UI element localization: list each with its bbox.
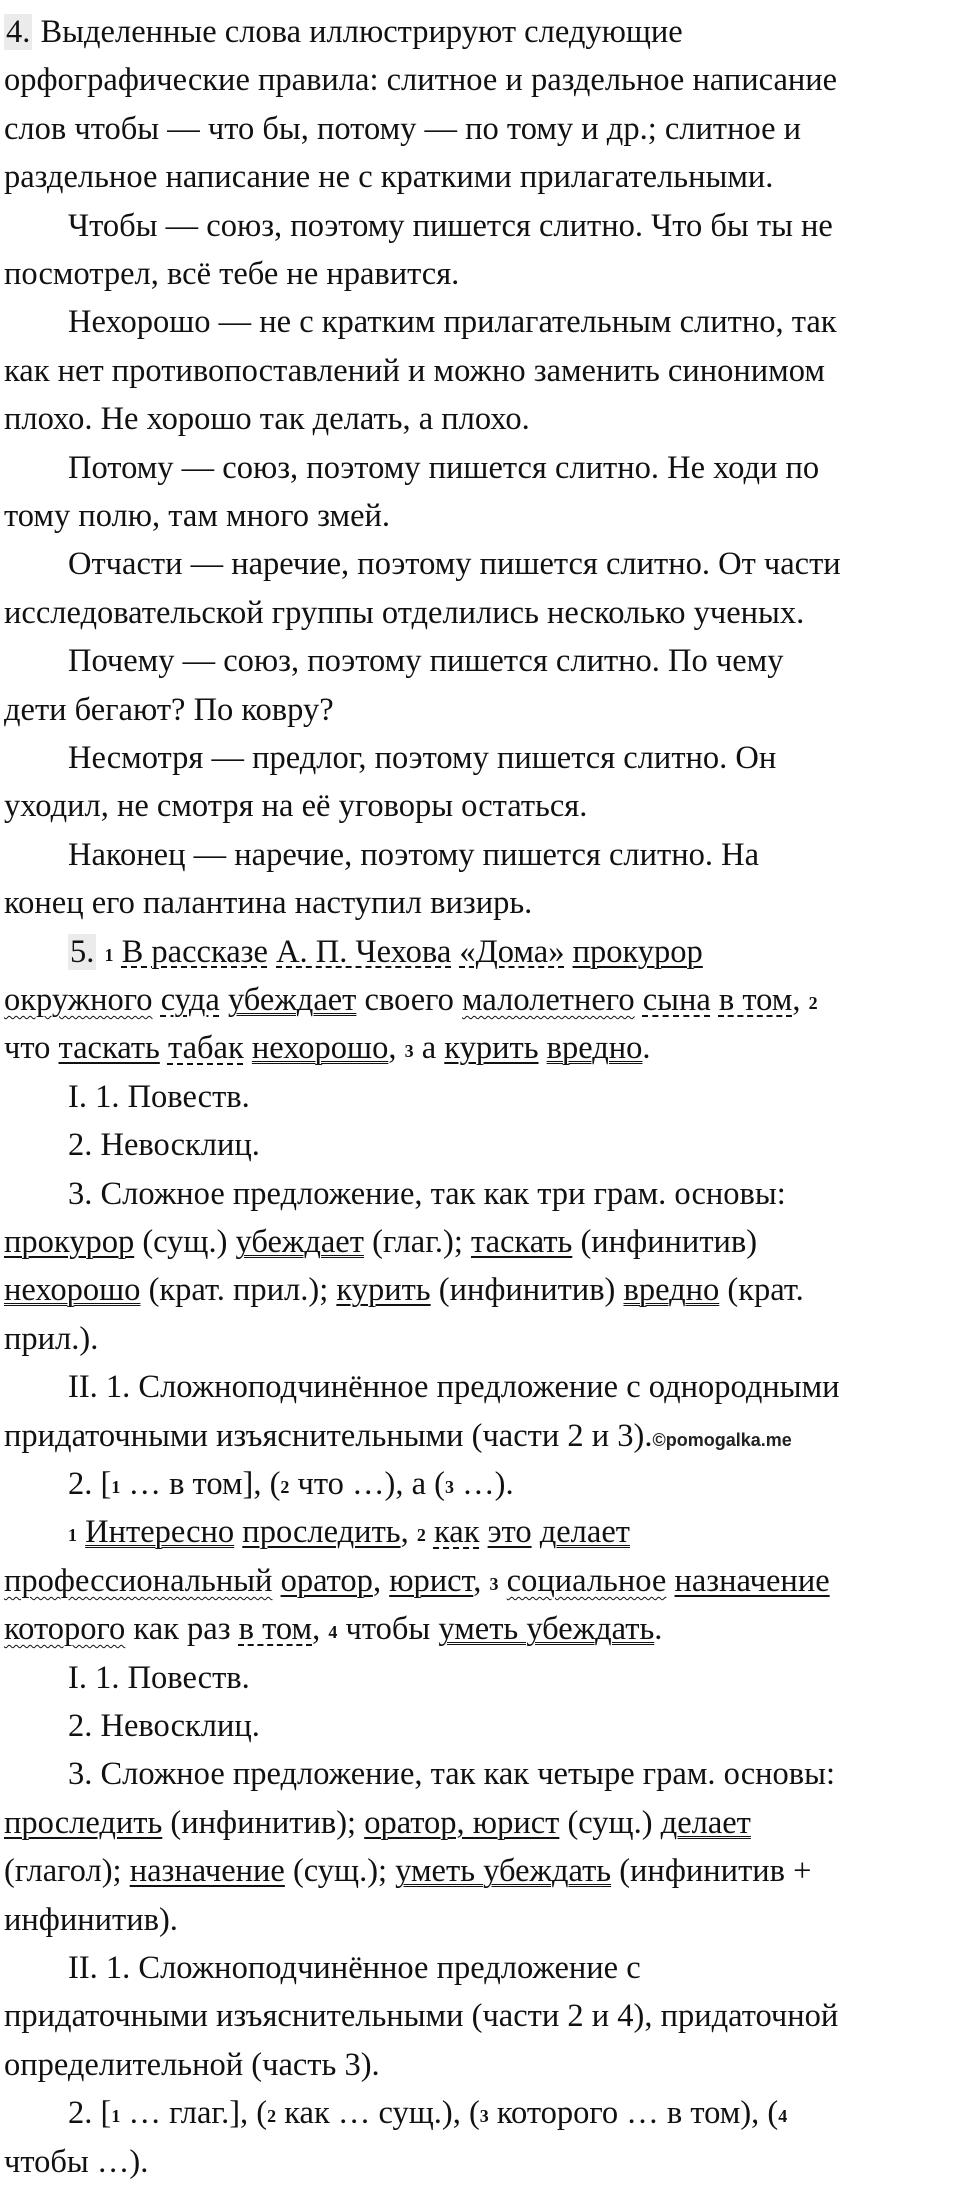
text-segment: (инфинитив) — [430, 1272, 624, 1309]
text-segment: раздельное написание не с краткими прилагательными. — [4, 159, 774, 196]
text-segment: чтобы …). — [4, 2143, 149, 2180]
text-line — [68, 1508, 956, 1556]
underlined-word: А. П. Чехова — [276, 933, 452, 970]
underlined-word: проследить — [4, 1804, 163, 1841]
text-line — [4, 8, 956, 56]
text-segment: чтобы — [337, 1611, 439, 1648]
text-segment — [532, 1514, 540, 1550]
text-line — [4, 1024, 956, 1072]
text-line — [4, 153, 956, 201]
text-segment: (инфинитив) — [572, 1224, 758, 1260]
underlined-word: назначение — [674, 1562, 830, 1599]
text-segment: плохо. Не хорошо так делать, а плохо. — [4, 401, 530, 438]
text-segment: (крат. прил.); — [140, 1272, 337, 1309]
underlined-word: убеждает — [227, 982, 357, 1018]
text-segment: которого … в том), ( — [488, 2095, 779, 2132]
underlined-word: прокурор — [4, 1224, 135, 1260]
text-line — [68, 637, 956, 685]
text-line — [4, 1557, 956, 1605]
text-segment: что — [4, 1030, 59, 1067]
underlined-word: оратор — [280, 1562, 373, 1599]
text-line — [4, 347, 956, 395]
text-segment: II. 1. Сложноподчинённое предложение с однородными — [68, 1369, 840, 1406]
text-line — [4, 1266, 956, 1314]
text-segment: …). — [454, 1466, 514, 1502]
text-line — [68, 540, 956, 588]
text-segment — [114, 934, 122, 970]
text-segment: как … сущ.), ( — [276, 2095, 480, 2132]
text-line — [4, 1992, 956, 2040]
text-segment: 2. Невосклиц. — [68, 1127, 260, 1164]
text-segment: 3. Сложное предложение, так как четыре грам. основы: — [68, 1756, 835, 1793]
text-segment: , — [388, 1030, 405, 1067]
text-segment: а — [413, 1030, 445, 1067]
underlined-word: это — [487, 1514, 532, 1551]
underlined-word: вредно — [546, 1030, 643, 1067]
text-line — [4, 1896, 956, 1944]
text-segment: как нет противопоставлений и можно заменить синонимом — [4, 352, 825, 389]
text-segment: тому полю, там много змей. — [4, 498, 391, 534]
text-segment: Почему — союз, поэтому пишется слитно. По чему — [68, 643, 784, 680]
text-line — [4, 1412, 956, 1460]
text-segment: орфографические правила: слитное и раздельное написание — [4, 62, 838, 99]
text-segment: … в том], ( — [120, 1466, 281, 1502]
underlined-word: В рассказе — [121, 933, 268, 970]
text-segment: Нехорошо — не с кратким прилагательным слитно, так — [68, 304, 837, 341]
text-line — [68, 1170, 956, 1218]
underlined-word: курить — [444, 1030, 539, 1067]
text-segment: своего — [356, 982, 463, 1018]
text-segment: Отчасти — наречие, поэтому пишется слитно. От части — [68, 546, 841, 583]
underlined-word: профессиональный — [4, 1562, 273, 1599]
clause-number: 4 — [778, 2106, 788, 2127]
text-segment: исследовательской группы отделились несколько ученых. — [4, 594, 805, 631]
text-segment: (глагол); — [4, 1853, 130, 1890]
text-line — [4, 1315, 956, 1363]
underlined-word: убеждает — [235, 1224, 364, 1260]
text-segment — [479, 1514, 487, 1550]
underlined-word: прокурор — [572, 933, 703, 970]
text-segment: Выделенные слова иллюстрируют следующие — [32, 14, 683, 50]
text-segment — [160, 1030, 168, 1066]
text-line — [4, 2138, 956, 2186]
underlined-word: нехорошо — [251, 1030, 389, 1067]
task-number: 5. — [70, 933, 95, 970]
text-segment: определительной (часть 3). — [4, 2046, 380, 2083]
clause-number: 4 — [328, 1622, 338, 1643]
text-line — [68, 202, 956, 250]
text-line — [4, 56, 956, 104]
text-segment: Наконец — наречие, поэтому пишется слитно. На — [68, 836, 760, 873]
underlined-word: назначение — [129, 1853, 285, 1890]
task-number: 4. — [6, 14, 31, 50]
clause-number: 2 — [808, 993, 818, 1013]
underlined-word: уметь убеждать — [395, 1853, 612, 1890]
underlined-word: проследить — [242, 1514, 401, 1551]
clause-number: 1 — [104, 944, 114, 965]
text-segment — [153, 982, 161, 1018]
text-segment: I. 1. Повеств. — [68, 1659, 250, 1696]
text-segment: … глаг.], ( — [120, 2095, 268, 2132]
text-segment — [539, 1030, 547, 1066]
underlined-word: уметь убеждать — [438, 1611, 655, 1648]
clause-number: 3 — [479, 2106, 489, 2127]
text-segment: I. 1. Повеств. — [68, 1078, 250, 1115]
text-segment: , — [473, 1562, 490, 1599]
clause-number: 2 — [416, 1525, 426, 1546]
underlined-word: делает — [660, 1804, 751, 1841]
text-line — [68, 2089, 956, 2137]
text-line — [68, 1121, 956, 1169]
text-segment: 2. [ — [68, 2095, 112, 2132]
text-segment: (глаг.); — [363, 1224, 471, 1260]
text-segment: (сущ.) — [559, 1804, 661, 1841]
text-line — [68, 1944, 956, 1992]
text-segment: , — [372, 1562, 390, 1599]
text-segment: 3. Сложное предложение, так как три грам. основы: — [68, 1175, 786, 1212]
text-segment: придаточными изъяснительными (части 2 и 3). — [4, 1417, 653, 1454]
text-segment — [711, 982, 719, 1018]
text-line — [4, 879, 956, 927]
text-line — [4, 492, 956, 540]
text-segment — [77, 1514, 85, 1550]
text-segment: (сущ.) — [134, 1224, 236, 1260]
clause-number: 2 — [267, 2106, 277, 2127]
text-segment — [244, 1030, 252, 1066]
clause-number: 1 — [111, 1477, 121, 1497]
text-line — [4, 250, 956, 298]
text-line — [4, 1847, 956, 1895]
underlined-word: которого — [4, 1611, 126, 1648]
text-line — [4, 1799, 956, 1847]
clause-number: 1 — [68, 1525, 77, 1546]
underlined-word: как — [433, 1514, 480, 1551]
text-line — [68, 1750, 956, 1798]
text-segment: 2. Невосклиц. — [68, 1708, 260, 1744]
text-line — [68, 1460, 956, 1508]
underlined-word: суда — [160, 982, 220, 1018]
text-line — [68, 734, 956, 782]
underlined-word: сына — [642, 982, 711, 1018]
text-line — [68, 298, 956, 346]
underlined-word: табак — [167, 1030, 244, 1067]
text-segment: II. 1. Сложноподчинённое предложение с — [68, 1950, 641, 1986]
text-segment: дети бегают? По ковру? — [4, 691, 334, 728]
text-segment: конец его палантина наступил визирь. — [4, 885, 533, 922]
text-line — [4, 2041, 956, 2089]
text-line — [68, 928, 956, 976]
text-segment: как раз — [125, 1611, 239, 1648]
underlined-word: делает — [539, 1514, 630, 1551]
underlined-word: малолетнего — [462, 982, 635, 1018]
text-line — [68, 831, 956, 879]
text-segment: (инфинитив); — [162, 1804, 365, 1841]
text-segment: придаточными изъяснительными (части 2 и 4), придаточной — [4, 1998, 839, 2035]
text-segment: что …), а ( — [289, 1466, 445, 1502]
clause-number: 3 — [404, 1041, 414, 1062]
underlined-word: в том — [718, 982, 793, 1018]
text-segment: , — [400, 1514, 417, 1551]
text-line — [4, 686, 956, 734]
underlined-word: Интересно — [85, 1514, 235, 1551]
text-segment — [499, 1563, 507, 1599]
watermark: ©pomogalka.me — [652, 1429, 792, 1450]
text-line — [4, 1605, 956, 1653]
text-line — [4, 1218, 956, 1266]
underlined-word: нехорошо — [4, 1272, 141, 1309]
underlined-word: юрист — [389, 1562, 474, 1599]
text-line — [68, 1654, 956, 1702]
text-segment: , — [312, 1611, 329, 1648]
clause-number: 3 — [445, 1477, 454, 1497]
text-line — [4, 782, 956, 830]
text-segment — [96, 934, 104, 970]
text-segment: (крат. — [719, 1272, 804, 1309]
text-line — [68, 1702, 956, 1750]
text-segment — [220, 982, 228, 1018]
text-line — [68, 1073, 956, 1121]
underlined-word: вредно — [623, 1272, 720, 1309]
text-segment: . — [642, 1030, 651, 1067]
text-segment: прил.). — [4, 1320, 99, 1357]
clause-number: 3 — [489, 1573, 499, 1594]
text-line — [4, 105, 956, 153]
text-line — [4, 395, 956, 443]
underlined-word: социальное — [506, 1562, 667, 1599]
text-segment: , — [792, 982, 809, 1018]
underlined-word: в том — [238, 1611, 313, 1648]
underlined-word: курить — [336, 1272, 431, 1309]
text-line — [4, 589, 956, 637]
text-line — [4, 976, 956, 1024]
text-segment: Несмотря — предлог, поэтому пишется слитно. Он — [68, 740, 777, 776]
underlined-word: таскать — [58, 1030, 160, 1067]
text-segment: (инфинитив + — [611, 1853, 812, 1890]
underlined-word: «Дома» — [459, 933, 565, 970]
underlined-word: таскать — [470, 1224, 573, 1260]
text-segment: инфинитив). — [4, 1901, 178, 1938]
text-line — [68, 444, 956, 492]
text-segment: Потому — союз, поэтому пишется слитно. Не ходи по — [68, 449, 820, 486]
underlined-word: окружного — [4, 982, 153, 1018]
underlined-word: оратор, юрист — [364, 1804, 560, 1841]
text-segment: (сущ.); — [284, 1853, 396, 1890]
text-segment: . — [654, 1611, 663, 1648]
clause-number: 1 — [111, 2106, 121, 2127]
text-segment — [268, 934, 276, 970]
text-segment: Чтобы — союз, поэтому пишется слитно. Что бы ты не — [68, 207, 833, 244]
text-segment: 2. [ — [68, 1466, 112, 1502]
text-segment — [635, 982, 643, 1018]
clause-number: 2 — [280, 1477, 290, 1497]
text-segment: слов чтобы — что бы, потому — по тому и др.; слитное и — [4, 110, 802, 147]
text-segment — [272, 1563, 280, 1599]
text-segment: посмотрел, всё тебе не нравится. — [4, 256, 460, 292]
text-segment: уходил, не смотря на её уговоры остаться. — [4, 788, 588, 825]
text-segment — [426, 1514, 434, 1550]
text-line — [68, 1363, 956, 1411]
text-segment — [564, 934, 572, 970]
